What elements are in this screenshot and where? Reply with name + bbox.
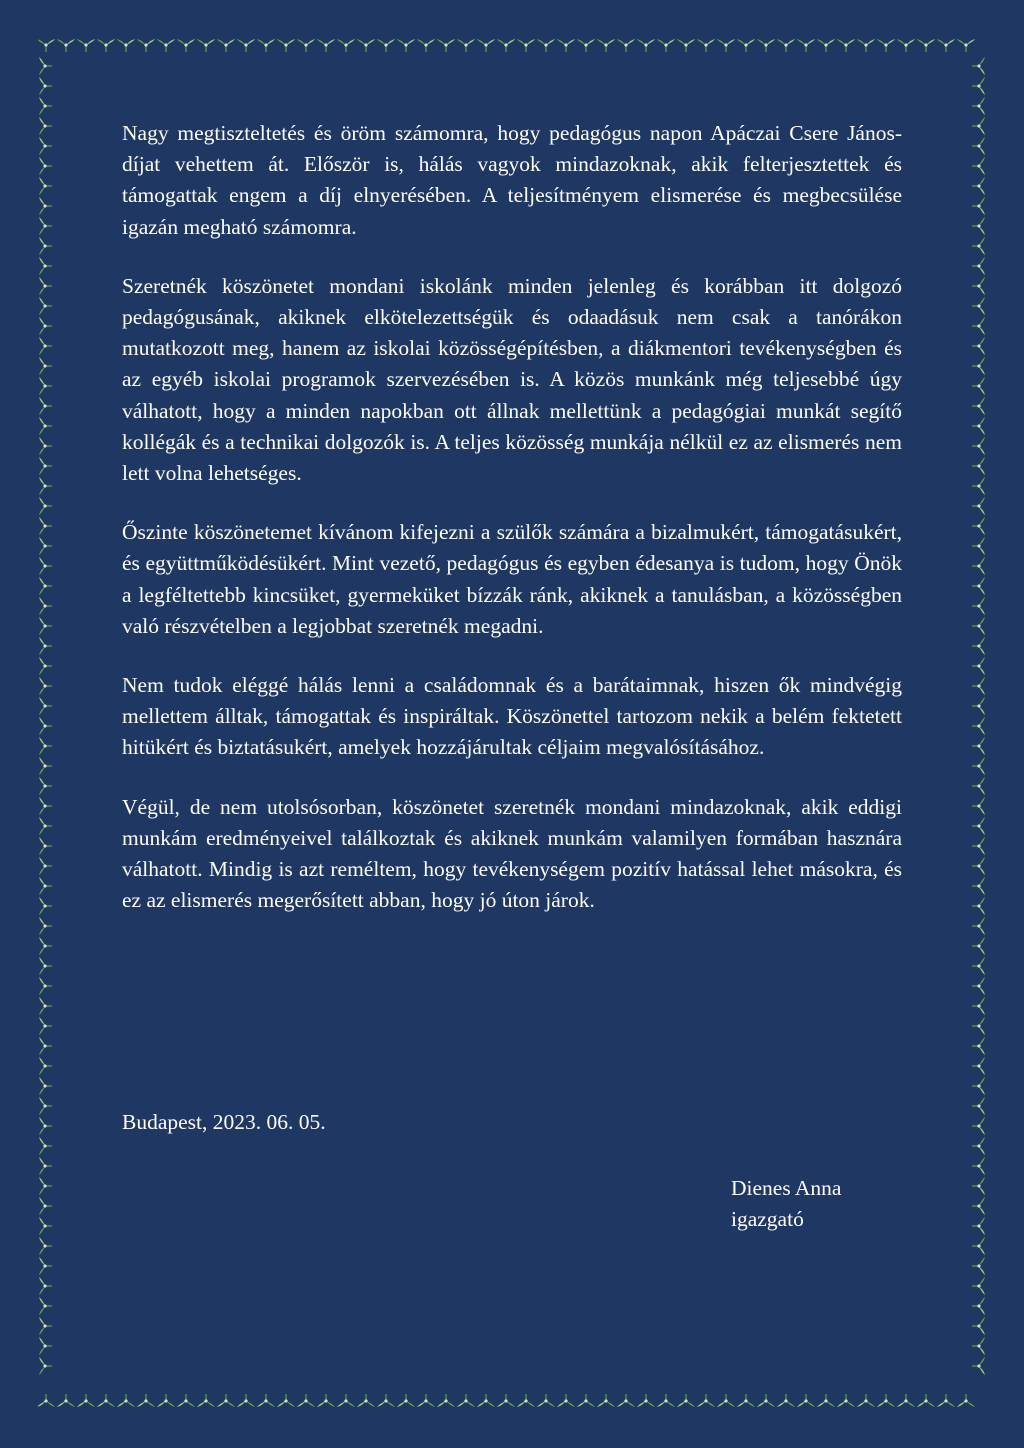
holly-leaf-icon <box>972 717 985 735</box>
holly-leaf-icon <box>39 1057 52 1075</box>
holly-leaf-icon <box>39 557 52 575</box>
holly-leaf-icon <box>457 1394 475 1407</box>
holly-leaf-icon <box>197 39 215 52</box>
signatory-name: Dienes Anna <box>731 1176 842 1200</box>
holly-leaf-icon <box>39 1117 52 1135</box>
holly-leaf-icon <box>857 1394 875 1407</box>
holly-leaf-icon <box>972 1037 985 1055</box>
holly-leaf-icon <box>39 357 52 375</box>
holly-leaf-icon <box>637 39 655 52</box>
holly-leaf-icon <box>972 657 985 675</box>
holly-leaf-icon <box>617 39 635 52</box>
holly-leaf-icon <box>972 1117 985 1135</box>
holly-leaf-icon <box>237 39 255 52</box>
holly-leaf-icon <box>39 837 52 855</box>
holly-leaf-icon <box>39 217 52 235</box>
holly-leaf-icon <box>357 1394 375 1407</box>
holly-leaf-icon <box>972 1077 985 1095</box>
holly-leaf-icon <box>277 39 295 52</box>
holly-leaf-icon <box>972 397 985 415</box>
holly-leaf-icon <box>972 897 985 915</box>
holly-leaf-icon <box>39 1017 52 1035</box>
holly-leaf-icon <box>677 1394 695 1407</box>
holly-leaf-icon <box>517 1394 535 1407</box>
holly-leaf-icon <box>972 417 985 435</box>
holly-leaf-icon <box>39 997 52 1015</box>
holly-leaf-icon <box>357 39 375 52</box>
holly-leaf-icon <box>297 39 315 52</box>
holly-leaf-icon <box>39 1337 52 1355</box>
holly-leaf-icon <box>972 837 985 855</box>
holly-leaf-icon <box>39 1297 52 1315</box>
holly-leaf-icon <box>972 137 985 155</box>
holly-leaf-icon <box>437 1394 455 1407</box>
holly-leaf-icon <box>577 39 595 52</box>
holly-leaf-icon <box>39 117 52 135</box>
holly-leaf-icon <box>972 517 985 535</box>
holly-leaf-icon <box>337 1394 355 1407</box>
holly-leaf-icon <box>39 1137 52 1155</box>
holly-leaf-icon <box>972 1097 985 1115</box>
holly-leaf-icon <box>677 39 695 52</box>
holly-leaf-icon <box>537 39 555 52</box>
holly-leaf-icon <box>972 497 985 515</box>
paragraph-parents: Őszinte köszönetemet kívánom kifejezni a szülők számára a bizalmukért, támogatásukért, és együttműködésükért. Mint vezető, pedagógus és egyben édesanya is tudom, hogy Önök a legféltettebb kincsüket, gyermeküket bízzák ránk, akiknek a tanulásban, a közösségben való részvételben a legjobbat szeretnék megadni. <box>122 520 902 638</box>
holly-leaf-icon <box>972 1197 985 1215</box>
holly-leaf-icon <box>972 617 985 635</box>
holly-leaf-icon <box>39 457 52 475</box>
holly-leaf-icon <box>197 1394 215 1407</box>
holly-leaf-icon <box>39 717 52 735</box>
holly-leaf-icon <box>972 977 985 995</box>
holly-leaf-icon <box>517 39 535 52</box>
holly-leaf-icon <box>39 737 52 755</box>
holly-leaf-icon <box>972 1237 985 1255</box>
holly-leaf-icon <box>39 177 52 195</box>
holly-leaf-icon <box>39 237 52 255</box>
holly-leaf-icon <box>77 1394 95 1407</box>
holly-leaf-icon <box>972 337 985 355</box>
holly-leaf-icon <box>972 57 985 75</box>
holly-leaf-icon <box>972 377 985 395</box>
holly-leaf-icon <box>39 97 52 115</box>
paragraph-family: Nem tudok eléggé hálás lenni a családomnak és a barátaimnak, hiszen ők mindvégig mellettem álltak, támogattak és inspiráltak. Köszönettel tartozom nekik a belém fektetett hitükért és biztatásukért, amelyek hozzájárultak céljaim megvalósításához. <box>122 673 902 760</box>
holly-leaf-icon <box>437 39 455 52</box>
holly-leaf-icon <box>39 817 52 835</box>
holly-leaf-icon <box>317 39 335 52</box>
signatory-title: igazgató <box>731 1207 804 1231</box>
holly-leaf-icon <box>972 777 985 795</box>
holly-leaf-icon <box>537 1394 555 1407</box>
holly-leaf-icon <box>39 1097 52 1115</box>
holly-leaf-icon <box>217 1394 235 1407</box>
holly-leaf-icon <box>972 637 985 655</box>
holly-leaf-icon <box>972 477 985 495</box>
holly-leaf-icon <box>217 39 235 52</box>
holly-leaf-icon <box>39 957 52 975</box>
holly-leaf-icon <box>97 39 115 52</box>
holly-leaf-icon <box>39 677 52 695</box>
holly-leaf-icon <box>972 317 985 335</box>
holly-leaf-icon <box>337 39 355 52</box>
holly-leaf-icon <box>397 39 415 52</box>
holly-leaf-icon <box>39 377 52 395</box>
holly-leaf-icon <box>657 39 675 52</box>
holly-leaf-icon <box>972 597 985 615</box>
holly-leaf-icon <box>897 1394 915 1407</box>
holly-leaf-icon <box>39 877 52 895</box>
holly-leaf-icon <box>717 1394 735 1407</box>
holly-leaf-icon <box>39 1277 52 1295</box>
holly-leaf-icon <box>39 1237 52 1255</box>
holly-leaf-icon <box>972 357 985 375</box>
holly-leaf-icon <box>972 1157 985 1175</box>
holly-leaf-icon <box>417 1394 435 1407</box>
holly-leaf-icon <box>38 1394 55 1407</box>
holly-leaf-icon <box>972 1317 985 1335</box>
holly-leaf-icon <box>39 157 52 175</box>
holly-leaf-icon <box>39 1257 52 1275</box>
holly-leaf-icon <box>897 39 915 52</box>
holly-leaf-icon <box>39 1037 52 1055</box>
holly-leaf-icon <box>39 937 52 955</box>
holly-leaf-icon <box>972 1177 985 1195</box>
holly-leaf-icon <box>39 617 52 635</box>
holly-leaf-icon <box>837 1394 855 1407</box>
holly-leaf-icon <box>972 1017 985 1035</box>
holly-leaf-icon <box>777 39 795 52</box>
paragraph-award-thanks: Nagy megtiszteltetés és öröm számomra, hogy pedagógus napon Apáczai Csere János-díjat vehettem át. Először is, hálás vagyok mindazoknak, akik felterjesztettek és támogattak engem a díj elnyerésében. A teljesítményem elismerése és megbecsülése igazán megható számomra. <box>122 121 902 239</box>
holly-leaf-icon <box>57 1394 75 1407</box>
holly-leaf-icon <box>797 39 815 52</box>
holly-leaf-icon <box>39 477 52 495</box>
holly-leaf-icon <box>39 917 52 935</box>
holly-leaf-icon <box>972 577 985 595</box>
holly-leaf-icon <box>757 1394 775 1407</box>
holly-leaf-icon <box>39 637 52 655</box>
holly-leaf-icon <box>972 257 985 275</box>
holly-leaf-icon <box>717 39 735 52</box>
holly-leaf-icon <box>917 39 935 52</box>
holly-leaf-icon <box>39 77 52 95</box>
holly-leaf-icon <box>39 517 52 535</box>
holly-leaf-icon <box>39 597 52 615</box>
holly-leaf-icon <box>697 39 715 52</box>
holly-leaf-icon <box>557 39 575 52</box>
holly-leaf-icon <box>972 297 985 315</box>
holly-leaf-icon <box>972 197 985 215</box>
holly-leaf-icon <box>39 777 52 795</box>
letter-body <box>122 118 902 944</box>
holly-leaf-icon <box>957 1394 975 1407</box>
place-and-date: Budapest, 2023. 06. 05. <box>122 1110 326 1134</box>
holly-leaf-icon <box>972 737 985 755</box>
holly-leaf-icon <box>657 1394 675 1407</box>
holly-leaf-icon <box>237 1394 255 1407</box>
holly-leaf-icon <box>972 757 985 775</box>
holly-leaf-icon <box>39 57 52 75</box>
holly-leaf-icon <box>972 1337 985 1355</box>
holly-leaf-icon <box>39 1177 52 1195</box>
holly-leaf-icon <box>39 857 52 875</box>
holly-leaf-icon <box>877 39 895 52</box>
holly-leaf-icon <box>972 97 985 115</box>
holly-leaf-icon <box>39 337 52 355</box>
holly-leaf-icon <box>972 997 985 1015</box>
holly-leaf-icon <box>972 537 985 555</box>
holly-leaf-icon <box>837 39 855 52</box>
holly-leaf-icon <box>397 1394 415 1407</box>
holly-leaf-icon <box>39 197 52 215</box>
holly-leaf-icon <box>39 797 52 815</box>
holly-leaf-icon <box>39 1317 52 1335</box>
holly-leaf-icon <box>877 1394 895 1407</box>
holly-leaf-icon <box>972 937 985 955</box>
holly-leaf-icon <box>39 297 52 315</box>
holly-leaf-icon <box>39 397 52 415</box>
holly-leaf-icon <box>257 1394 275 1407</box>
holly-leaf-icon <box>177 1394 195 1407</box>
holly-leaf-icon <box>77 39 95 52</box>
holly-leaf-icon <box>417 39 435 52</box>
holly-leaf-icon <box>737 39 755 52</box>
holly-leaf-icon <box>38 39 55 52</box>
holly-leaf-icon <box>597 1394 615 1407</box>
holly-leaf-icon <box>39 1197 52 1215</box>
holly-leaf-icon <box>972 797 985 815</box>
holly-leaf-icon <box>257 39 275 52</box>
paragraph-colleagues: Szeretnék köszönetet mondani iskolánk minden jelenleg és korábban itt dolgozó pedagógusának, akiknek elkötelezettségük és odaadásuk nem csak a tanórákon mutatkozott meg, hanem az iskolai közösségépítésben, a diákmentori tevékenységben és az egyéb iskolai programok szervezésében is. A közös munkánk még teljesebbé úgy válhatott, hogy a minden napokban ott állnak mellettünk a pedagógiai munkát segítő kollégák és a technikai dolgozók is. A teljes közösség munkája nélkül ez az elismerés nem lett volna lehetséges. <box>122 273 902 486</box>
holly-leaf-icon <box>597 39 615 52</box>
holly-leaf-icon <box>39 1077 52 1095</box>
holly-leaf-icon <box>39 897 52 915</box>
holly-leaf-icon <box>39 657 52 675</box>
holly-leaf-icon <box>137 39 155 52</box>
holly-leaf-icon <box>972 697 985 715</box>
holly-leaf-icon <box>972 1277 985 1295</box>
holly-leaf-icon <box>497 39 515 52</box>
holly-leaf-icon <box>857 39 875 52</box>
holly-leaf-icon <box>972 437 985 455</box>
holly-leaf-icon <box>39 537 52 555</box>
holly-leaf-icon <box>39 977 52 995</box>
holly-leaf-icon <box>637 1394 655 1407</box>
holly-leaf-icon <box>297 1394 315 1407</box>
holly-leaf-icon <box>377 1394 395 1407</box>
holly-leaf-icon <box>937 1394 955 1407</box>
holly-leaf-icon <box>617 1394 635 1407</box>
holly-leaf-icon <box>917 1394 935 1407</box>
holly-leaf-icon <box>972 1357 985 1375</box>
holly-leaf-icon <box>972 217 985 235</box>
holly-leaf-icon <box>972 237 985 255</box>
holly-leaf-icon <box>157 39 175 52</box>
holly-leaf-icon <box>972 877 985 895</box>
holly-leaf-icon <box>477 1394 495 1407</box>
holly-leaf-icon <box>377 39 395 52</box>
holly-leaf-icon <box>557 1394 575 1407</box>
holly-leaf-icon <box>972 1257 985 1275</box>
holly-leaf-icon <box>317 1394 335 1407</box>
holly-leaf-icon <box>39 1357 52 1375</box>
holly-leaf-icon <box>39 757 52 775</box>
holly-leaf-icon <box>972 277 985 295</box>
holly-leaf-icon <box>957 39 975 52</box>
holly-leaf-icon <box>497 1394 515 1407</box>
holly-leaf-icon <box>457 39 475 52</box>
holly-leaf-icon <box>972 557 985 575</box>
holly-leaf-icon <box>137 1394 155 1407</box>
holly-leaf-icon <box>972 677 985 695</box>
holly-leaf-icon <box>817 1394 835 1407</box>
holly-leaf-icon <box>477 39 495 52</box>
holly-leaf-icon <box>972 1217 985 1235</box>
holly-leaf-icon <box>39 277 52 295</box>
holly-leaf-icon <box>972 457 985 475</box>
holly-leaf-icon <box>39 257 52 275</box>
holly-leaf-icon <box>39 317 52 335</box>
holly-leaf-icon <box>972 1057 985 1075</box>
holly-leaf-icon <box>757 39 775 52</box>
holly-leaf-icon <box>39 577 52 595</box>
holly-leaf-icon <box>39 437 52 455</box>
holly-leaf-icon <box>972 857 985 875</box>
holly-leaf-icon <box>972 957 985 975</box>
holly-leaf-icon <box>117 1394 135 1407</box>
holly-leaf-icon <box>697 1394 715 1407</box>
holly-leaf-icon <box>972 817 985 835</box>
holly-leaf-icon <box>972 77 985 95</box>
holly-leaf-icon <box>157 1394 175 1407</box>
holly-leaf-icon <box>577 1394 595 1407</box>
holly-leaf-icon <box>177 39 195 52</box>
holly-leaf-icon <box>39 1157 52 1175</box>
holly-leaf-icon <box>972 917 985 935</box>
holly-leaf-icon <box>737 1394 755 1407</box>
holly-leaf-icon <box>972 1137 985 1155</box>
holly-leaf-icon <box>777 1394 795 1407</box>
holly-leaf-icon <box>39 417 52 435</box>
holly-leaf-icon <box>97 1394 115 1407</box>
paragraph-closing: Végül, de nem utolsósorban, köszönetet szeretnék mondani mindazoknak, akik eddigi munkám eredményeivel találkoztak és akiknek munkám valamilyen formában hasznára válhatott. Mindig is azt reméltem, hogy tevékenységem pozitív hatással lehet másokra, és ez az elismerés megerősített abban, hogy jó úton járok. <box>122 794 902 913</box>
holly-leaf-icon <box>817 39 835 52</box>
holly-leaf-icon <box>277 1394 295 1407</box>
holly-leaf-icon <box>117 39 135 52</box>
holly-leaf-icon <box>797 1394 815 1407</box>
holly-leaf-icon <box>972 117 985 135</box>
holly-leaf-icon <box>937 39 955 52</box>
holly-leaf-icon <box>972 1297 985 1315</box>
holly-leaf-icon <box>57 39 75 52</box>
holly-leaf-icon <box>972 177 985 195</box>
signature-block <box>731 1173 841 1235</box>
holly-leaf-icon <box>39 137 52 155</box>
holly-leaf-icon <box>39 497 52 515</box>
holly-leaf-icon <box>972 157 985 175</box>
holly-leaf-icon <box>39 1217 52 1235</box>
holly-leaf-icon <box>39 697 52 715</box>
